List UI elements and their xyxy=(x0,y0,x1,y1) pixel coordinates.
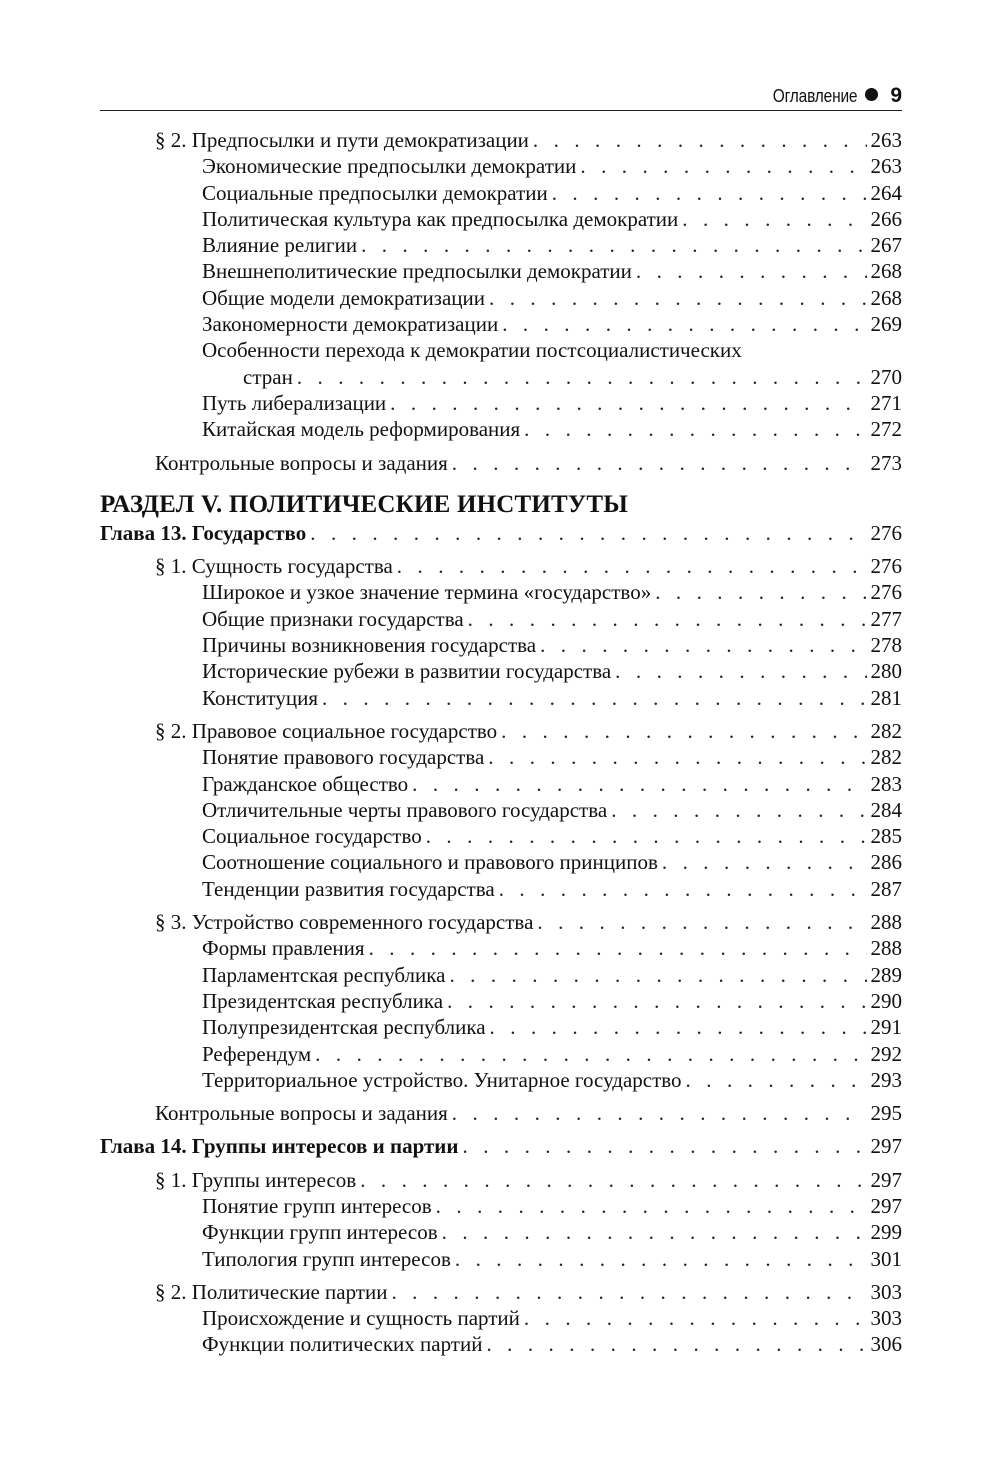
toc-entry-page: 284 xyxy=(870,797,902,822)
toc-entry[interactable] xyxy=(100,849,902,875)
dot-leader xyxy=(315,1041,866,1067)
toc-entry-title: Происхождение и сущность партий xyxy=(202,1306,520,1331)
toc-entry-title: Функции политических партий xyxy=(202,1332,483,1357)
toc-entry[interactable] xyxy=(100,553,902,579)
dot-leader xyxy=(322,685,867,711)
dot-leader xyxy=(552,180,867,206)
toc-entry-title: Политическая культура как предпосылка демократии xyxy=(202,206,679,231)
toc-entry-page: 264 xyxy=(870,180,902,205)
dot-leader xyxy=(426,823,867,849)
toc-entry-page: 280 xyxy=(870,659,902,684)
toc-entry[interactable] xyxy=(100,771,902,797)
toc-entry-title: Формы правления xyxy=(202,936,365,961)
toc-entry-title: Контрольные вопросы и задания xyxy=(155,450,448,475)
toc-entry-title: § 2. Политические партии xyxy=(155,1279,388,1304)
toc-entry[interactable] xyxy=(100,876,902,902)
toc-entry-title: Китайская модель реформирования xyxy=(202,417,521,442)
dot-leader xyxy=(297,364,867,390)
dot-leader xyxy=(524,416,866,442)
toc-entry-title: Территориальное устройство. Унитарное государство xyxy=(202,1067,682,1092)
toc-entry-page: 297 xyxy=(870,1134,902,1159)
dot-leader xyxy=(369,935,867,961)
toc-entry-page: 282 xyxy=(870,745,902,770)
toc-entry[interactable] xyxy=(100,416,902,442)
toc-entry-title: Тенденции развития государства xyxy=(202,876,495,901)
toc-entry-page: 301 xyxy=(870,1246,902,1271)
toc-entry[interactable] xyxy=(100,450,902,476)
toc-entry-page: 277 xyxy=(870,606,902,631)
running-head-title: Оглавление xyxy=(773,86,858,106)
bullet-icon xyxy=(865,88,878,101)
toc-entry[interactable] xyxy=(100,258,902,284)
toc-entry[interactable] xyxy=(100,206,902,232)
toc-entry-page: 263 xyxy=(870,154,902,179)
dot-leader xyxy=(390,390,866,416)
running-head xyxy=(100,82,902,111)
toc-entry[interactable] xyxy=(100,1279,902,1305)
dot-leader xyxy=(360,1167,866,1193)
toc-entry-page: 276 xyxy=(870,580,902,605)
toc-entry-title: Общие модели демократизации xyxy=(202,285,486,310)
toc-entry[interactable] xyxy=(100,1219,902,1245)
toc-entry[interactable] xyxy=(100,988,902,1014)
toc-entry-page: 299 xyxy=(870,1220,902,1245)
toc-entry-title: Референдум xyxy=(202,1041,312,1066)
toc-entry[interactable] xyxy=(100,909,902,935)
toc-entry[interactable] xyxy=(100,744,902,770)
dot-leader xyxy=(537,909,866,935)
dot-leader xyxy=(397,553,867,579)
toc-entry-title: Типология групп интересов xyxy=(202,1246,451,1271)
dot-leader xyxy=(636,258,867,284)
toc-entry-title: Социальное государство xyxy=(202,824,422,849)
toc-entry[interactable] xyxy=(100,1246,902,1272)
dot-leader xyxy=(540,632,866,658)
toc-entry-title: Понятие правового государства xyxy=(202,745,485,770)
section-heading: РАЗДЕЛ V. ПОЛИТИЧЕСКИЕ ИНСТИТУТЫ xyxy=(100,490,629,518)
running-head-text xyxy=(759,83,902,109)
toc-entry[interactable] xyxy=(100,1305,902,1331)
toc-entry-page: 292 xyxy=(870,1041,902,1066)
toc-entry-title: Экономические предпосылки демократии xyxy=(202,154,577,179)
toc-entry-title: Социальные предпосылки демократии xyxy=(202,180,548,205)
dot-leader xyxy=(310,520,866,546)
dot-leader xyxy=(533,127,867,153)
toc-entry[interactable] xyxy=(100,232,902,258)
toc-entry[interactable] xyxy=(100,718,902,744)
table-of-contents xyxy=(100,127,902,1358)
toc-entry-page: 263 xyxy=(870,128,902,152)
dot-leader xyxy=(486,1331,866,1357)
toc-entry-title: Глава 13. Государство xyxy=(100,520,307,545)
dot-leader xyxy=(662,849,867,875)
toc-entry-title: § 3. Устройство современного государства xyxy=(155,910,534,935)
toc-entry-page: 278 xyxy=(870,633,902,658)
dot-leader xyxy=(449,962,866,988)
toc-entry-title: § 2. Правовое социальное государство xyxy=(155,718,498,743)
toc-entry-title: Причины возникновения государства xyxy=(202,633,537,658)
toc-entry-page: 285 xyxy=(870,824,902,849)
toc-entry-page: 270 xyxy=(870,364,902,389)
toc-entry-page: 295 xyxy=(870,1101,902,1126)
toc-entry-title: Контрольные вопросы и задания xyxy=(155,1101,448,1126)
toc-entry-title: Широкое и узкое значение термина «государство» xyxy=(202,580,652,605)
toc-entry[interactable] xyxy=(100,1100,902,1126)
dot-leader xyxy=(447,988,866,1014)
toc-entry-page: 281 xyxy=(870,685,902,710)
dot-leader xyxy=(412,771,866,797)
toc-entry-page: 268 xyxy=(870,285,902,310)
toc-entry[interactable] xyxy=(100,390,902,416)
toc-entry[interactable] xyxy=(100,1041,902,1067)
toc-entry-page: 271 xyxy=(870,390,902,415)
toc-entry[interactable] xyxy=(100,285,902,311)
toc-entry[interactable] xyxy=(100,1331,902,1357)
toc-entry[interactable] xyxy=(100,579,902,605)
dot-leader xyxy=(524,1305,867,1331)
dot-leader xyxy=(463,1133,867,1159)
toc-entry[interactable] xyxy=(100,180,902,206)
toc-entry-page: 272 xyxy=(870,417,902,442)
toc-entry[interactable] xyxy=(100,1193,902,1219)
toc-entry-title: стран xyxy=(243,364,293,389)
toc-entry[interactable] xyxy=(100,1167,902,1193)
toc-entry-page: 303 xyxy=(870,1306,902,1331)
toc-entry-title: Закономерности демократизации xyxy=(202,312,499,337)
dot-leader xyxy=(655,579,866,605)
toc-entry-page: 282 xyxy=(870,718,902,743)
toc-entry-page: 297 xyxy=(870,1167,902,1192)
toc-entry-title: Конституция xyxy=(202,685,318,710)
toc-entry-page: 276 xyxy=(870,554,902,579)
toc-entry-title: Президентская республика xyxy=(202,988,444,1013)
dot-leader xyxy=(501,718,866,744)
dot-leader xyxy=(489,285,866,311)
dot-leader xyxy=(455,1246,867,1272)
toc-entry-title: Соотношение социального и правового принципов xyxy=(202,850,658,875)
toc-entry-page: 306 xyxy=(870,1332,902,1357)
toc-entry-title: Влияние религии xyxy=(202,233,358,258)
toc-entry-page: 276 xyxy=(870,520,902,545)
toc-entry-page: 303 xyxy=(870,1279,902,1304)
toc-entry-title: Внешнеполитические предпосылки демократии xyxy=(202,259,632,284)
toc-entry-page: 297 xyxy=(870,1193,902,1218)
toc-entry[interactable] xyxy=(100,935,902,961)
toc-entry-title: § 2. Предпосылки и пути демократизации xyxy=(155,128,529,152)
dot-leader xyxy=(391,1279,866,1305)
toc-entry-page: 288 xyxy=(870,910,902,935)
toc-entry-page: 289 xyxy=(870,962,902,987)
toc-entry[interactable] xyxy=(100,797,902,823)
toc-entry[interactable] xyxy=(100,823,902,849)
toc-entry-page: 283 xyxy=(870,771,902,796)
toc-entry-page: 287 xyxy=(870,876,902,901)
toc-entry-page: 268 xyxy=(870,259,902,284)
toc-entry-page: 286 xyxy=(870,850,902,875)
toc-entry[interactable] xyxy=(100,632,902,658)
dot-leader xyxy=(436,1193,867,1219)
toc-entry[interactable] xyxy=(100,311,902,337)
toc-entry-title: Общие признаки государства xyxy=(202,606,464,631)
toc-entry[interactable] xyxy=(100,962,902,988)
dot-leader xyxy=(499,876,867,902)
toc-entry-title: Парламентская республика xyxy=(202,962,446,987)
toc-entry[interactable] xyxy=(100,1067,902,1093)
dot-leader xyxy=(468,606,867,632)
toc-entry-page: 267 xyxy=(870,233,902,258)
toc-entry-page: 266 xyxy=(870,206,902,231)
page-number: 9 xyxy=(890,84,902,107)
toc-entry[interactable] xyxy=(100,1014,902,1040)
toc-entry-title: Функции групп интересов xyxy=(202,1220,438,1245)
dot-leader xyxy=(686,1067,867,1093)
toc-entry-title: Понятие групп интересов xyxy=(202,1193,432,1218)
toc-entry-title: Путь либерализации xyxy=(202,390,387,415)
dot-leader xyxy=(452,450,867,476)
toc-chapter-entry[interactable] xyxy=(100,520,902,546)
toc-entry-page: 291 xyxy=(870,1015,902,1040)
toc-entry[interactable] xyxy=(100,685,902,711)
dot-leader xyxy=(452,1100,867,1126)
toc-entry-title: Отличительные черты правового государства xyxy=(202,797,608,822)
toc-entry-title: § 1. Сущность государства xyxy=(155,554,393,579)
dot-leader xyxy=(490,1014,867,1040)
toc-entry[interactable] xyxy=(100,658,902,684)
toc-entry-title: Гражданское общество xyxy=(202,771,409,796)
dot-leader xyxy=(361,232,866,258)
dot-leader xyxy=(615,658,866,684)
toc-entry-title: § 1. Группы интересов xyxy=(155,1167,357,1192)
toc-entry-page: 273 xyxy=(870,450,902,475)
toc-entry[interactable] xyxy=(100,127,902,153)
dot-leader xyxy=(580,153,866,179)
toc-entry[interactable] xyxy=(100,364,902,390)
toc-entry[interactable] xyxy=(100,606,902,632)
toc-entry-title: Полупрезидентская республика xyxy=(202,1015,486,1040)
dot-leader xyxy=(442,1219,867,1245)
toc-entry[interactable] xyxy=(100,153,902,179)
dot-leader xyxy=(488,744,866,770)
toc-entry-title-line1[interactable]: Особенности перехода к демократии постсоциалистических xyxy=(202,338,742,363)
toc-entry-page: 290 xyxy=(870,988,902,1013)
toc-entry-page: 269 xyxy=(870,312,902,337)
dot-leader xyxy=(682,206,866,232)
toc-chapter-entry[interactable] xyxy=(100,1133,902,1159)
dot-leader xyxy=(502,311,866,337)
toc-entry-title: Исторические рубежи в развитии государства xyxy=(202,659,612,684)
toc-entry-page: 288 xyxy=(870,936,902,961)
dot-leader xyxy=(611,797,866,823)
toc-entry-title: Глава 14. Группы интересов и партии xyxy=(100,1134,459,1159)
toc-entry-page: 293 xyxy=(870,1067,902,1092)
